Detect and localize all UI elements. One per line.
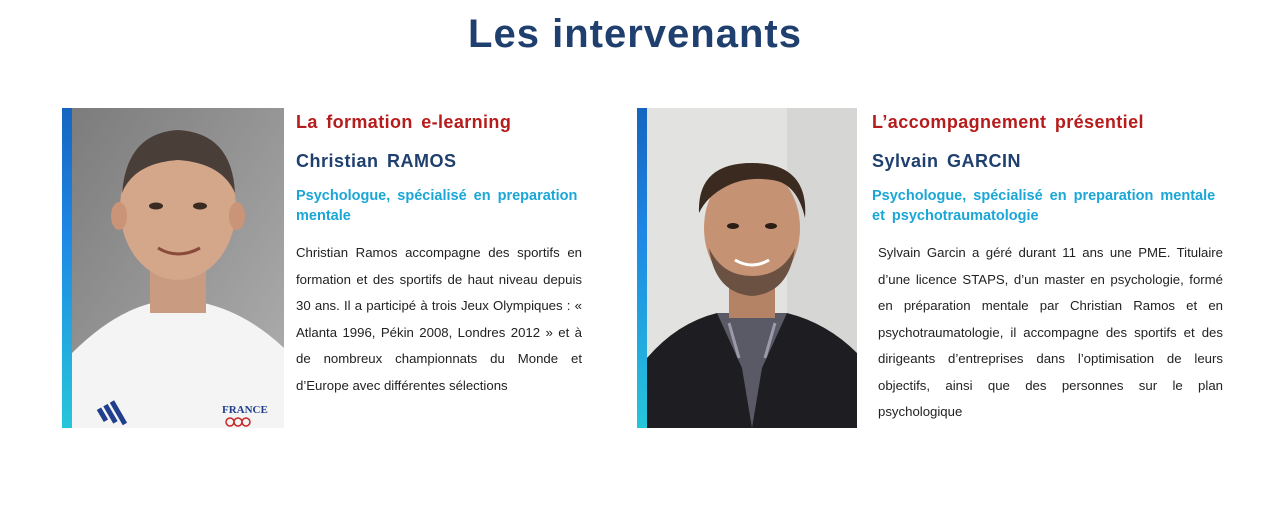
- speaker-text-ramos: [296, 108, 582, 399]
- speaker-text-garcin: [872, 108, 1223, 426]
- speaker-role: Psychologue, spécialisé en preparation mentale: [296, 188, 578, 224]
- speaker-role: Psychologue, spécialisé en preparation mentale et psychotraumatologie: [872, 188, 1216, 224]
- accent-bar: [62, 108, 72, 428]
- speaker-description: Christian Ramos accompagne des sportifs en formation et des sportifs de haut niveau depuis 30 ans. Il a participé à trois Jeux Olympiques : « Atlanta 1996, Pékin 2008, Londres 2012 » et à de nombreux championnats du Monde et d’Europe avec différentes sélections: [296, 245, 582, 393]
- speaker-photo-ramos: [72, 108, 284, 428]
- accent-bar: [637, 108, 647, 428]
- speaker-description: Sylvain Garcin a géré durant 11 ans une PME. Titulaire d’une licence STAPS, d’un master en psychologie, formé en préparation mentale par Christian Ramos et en psychotraumatologie, il accompagne des sportifs et des dirigeants d’entreprises dans l’optimisation de leurs objectifs, ainsi que des personnes sur le plan psychologique: [878, 245, 1223, 419]
- svg-text:FRANCE: FRANCE: [222, 404, 268, 416]
- photo-frame: [637, 108, 857, 428]
- section-heading: L’accompagnement présentiel: [872, 112, 1144, 132]
- speaker-name: Christian RAMOS: [296, 151, 457, 171]
- section-heading: La formation e-learning: [296, 112, 512, 132]
- photo-frame: [62, 108, 284, 428]
- speaker-name: Sylvain GARCIN: [872, 151, 1022, 171]
- portrait-photo-icon: [647, 108, 857, 428]
- speaker-photo-garcin: [647, 108, 857, 428]
- page-title: Les intervenants: [468, 12, 802, 56]
- portrait-photo-icon: [72, 108, 284, 428]
